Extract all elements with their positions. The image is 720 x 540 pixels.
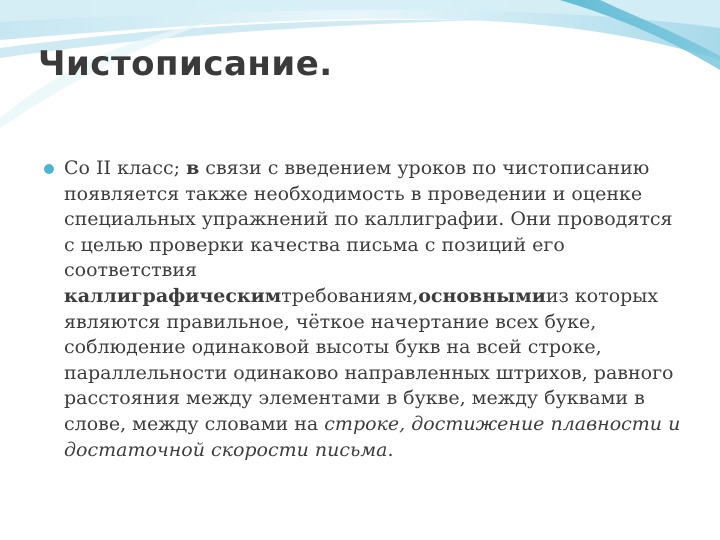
text-segment-bold: в <box>186 157 200 179</box>
slide-content <box>44 156 684 463</box>
text-segment-bold: основными <box>418 284 546 307</box>
text-segment: из которых являются правильное, чёткое начертание всех буке, соблюдение одинаковой высоты букв на всей строке, параллельности одинаково направленных штрихов, равного расстояния между элементами в букве, между буквами в слове, между словами на <box>64 284 674 435</box>
text-segment: Со II класс; <box>64 157 187 179</box>
text-segment: связи с введением уроков по чистописанию появляется также необходимость в проведении и оценке специальных упражнений по каллиграфии. Они проводятся с целью проверки качества письма с позиций его соответствия <box>64 157 673 282</box>
bullet-text <box>64 156 684 463</box>
bullet-item <box>44 156 684 463</box>
text-segment: требованиям, <box>281 284 419 307</box>
text-segment: . <box>387 438 394 461</box>
bullet-dot-icon <box>44 164 54 174</box>
text-segment-bold: каллиграфическим <box>64 284 282 307</box>
text-segment-italic: строке, достижение плавности и достаточной скорости письма <box>64 412 681 461</box>
slide-title: Чистописание. <box>38 44 333 84</box>
